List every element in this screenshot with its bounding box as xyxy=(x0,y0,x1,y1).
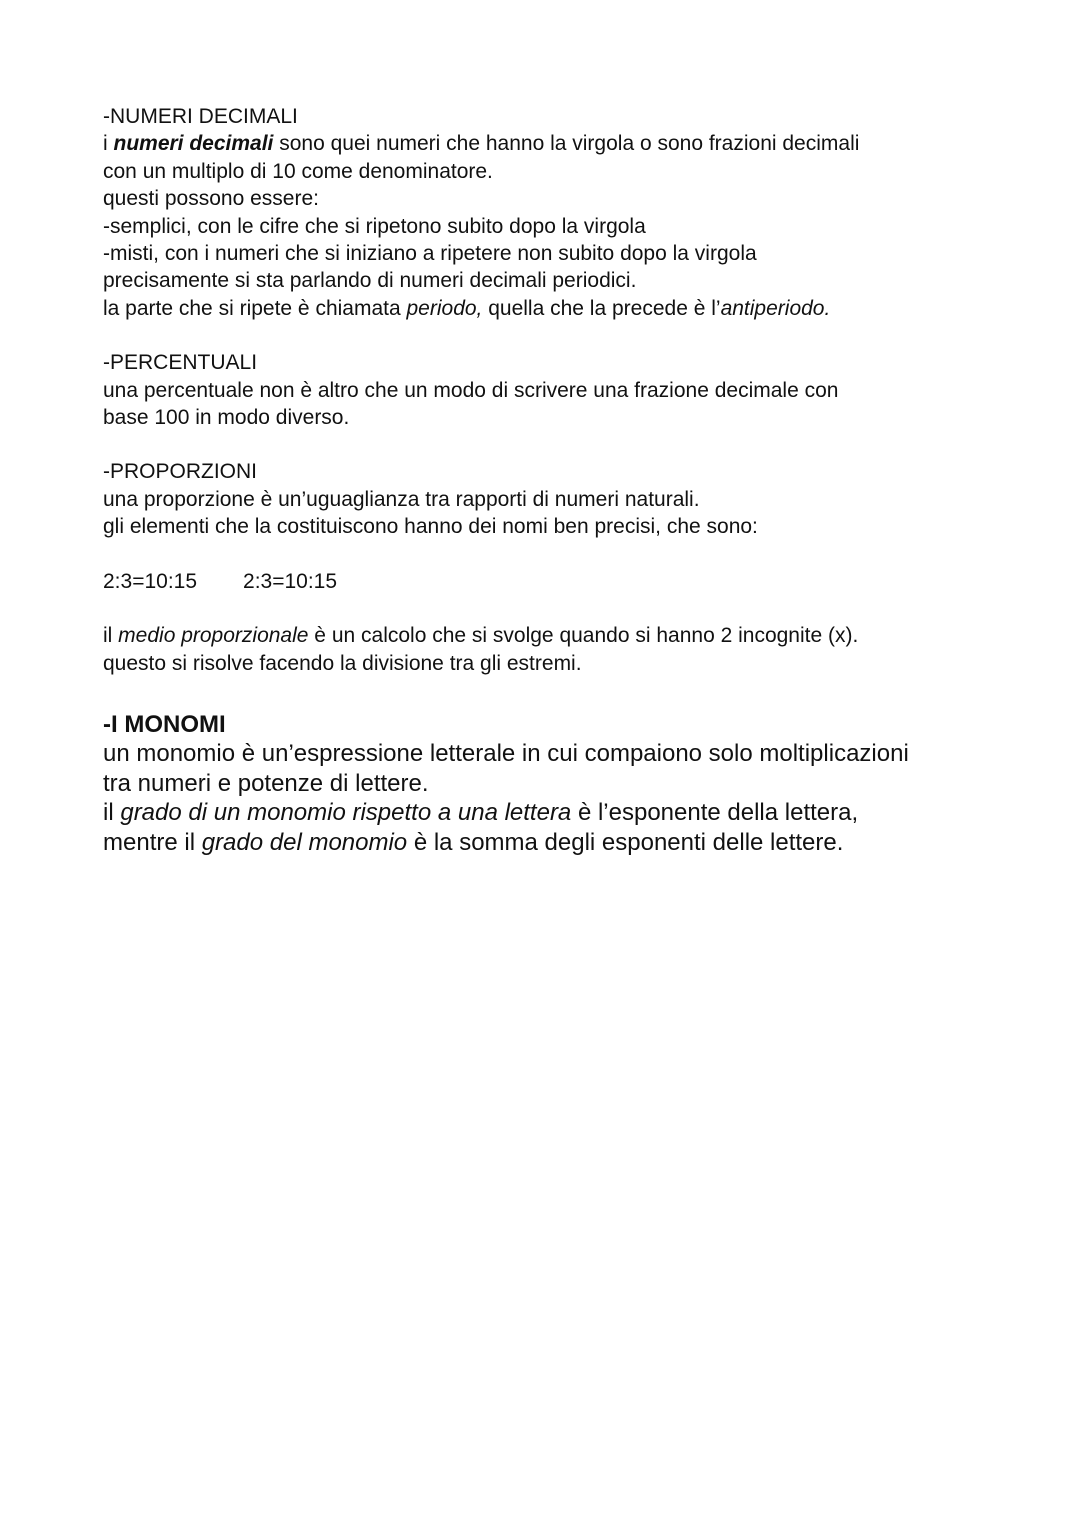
paragraph-line: una percentuale non è altro che un modo di scrivere una frazione decimale con xyxy=(103,378,839,402)
ratio-examples xyxy=(103,568,1003,595)
section-proporzioni xyxy=(103,458,1003,676)
paragraph-line: tra numeri e potenze di lettere. xyxy=(103,769,429,797)
paragraph-line: il medio proporzionale è un calcolo che si svolge quando si hanno 2 incognite (x). xyxy=(103,624,859,648)
spacer xyxy=(103,431,1003,458)
ratio-example: 2:3=10:15 xyxy=(243,569,338,593)
paragraph-line: questo si risolve facendo la divisione tra gli estremi. xyxy=(103,651,582,675)
list-item: -semplici, con le cifre che si ripetono subito dopo la virgola xyxy=(103,214,646,238)
italic-term: antiperiodo. xyxy=(720,296,831,320)
section-percentuali xyxy=(103,349,1003,431)
paragraph-line: questi possono essere: xyxy=(103,187,319,211)
section-numeri-decimali xyxy=(103,103,1003,322)
document-page xyxy=(103,103,1003,857)
spacer xyxy=(103,677,1003,706)
paragraph-line: con un multiplo di 10 come denominatore. xyxy=(103,159,493,183)
spacer xyxy=(103,541,1003,568)
italic-term: medio proporzionale xyxy=(118,624,309,648)
section-heading: -PERCENTUALI xyxy=(103,351,258,375)
emphasis-term: numeri decimali xyxy=(113,132,274,156)
italic-term: periodo, xyxy=(406,296,483,320)
italic-term: grado del monomio xyxy=(201,828,408,856)
list-item: -misti, con i numeri che si iniziano a ripetere non subito dopo la virgola xyxy=(103,242,757,266)
section-heading: -NUMERI DECIMALI xyxy=(103,105,298,128)
spacer xyxy=(103,322,1003,349)
section-heading: -I MONOMI xyxy=(103,710,226,738)
section-heading: -PROPORZIONI xyxy=(103,460,258,484)
paragraph-line: un monomio è un’espressione letterale in cui compaiono solo moltiplicazioni xyxy=(103,740,909,768)
section-monomi xyxy=(103,710,1003,857)
spacer xyxy=(103,595,1003,622)
paragraph-line: gli elementi che la costituiscono hanno dei nomi ben precisi, che sono: xyxy=(103,515,758,539)
italic-term: grado di un monomio rispetto a una lettera xyxy=(120,799,572,827)
paragraph-line: mentre il grado del monomio è la somma degli esponenti delle lettere. xyxy=(103,828,844,856)
ratio-example: 2:3=10:15 xyxy=(103,569,198,593)
paragraph-line: una proporzione è un’uguaglianza tra rapporti di numeri naturali. xyxy=(103,487,700,511)
paragraph-line: base 100 in modo diverso. xyxy=(103,406,350,430)
paragraph-line: la parte che si ripete è chiamata periodo, quella che la precede è l’antiperiodo. xyxy=(103,296,831,320)
paragraph-line: precisamente si sta parlando di numeri decimali periodici. xyxy=(103,269,637,293)
paragraph-line: il grado di un monomio rispetto a una lettera è l’esponente della lettera, xyxy=(103,799,859,827)
paragraph-line: i numeri decimali sono quei numeri che hanno la virgola o sono frazioni decimali xyxy=(103,132,860,156)
